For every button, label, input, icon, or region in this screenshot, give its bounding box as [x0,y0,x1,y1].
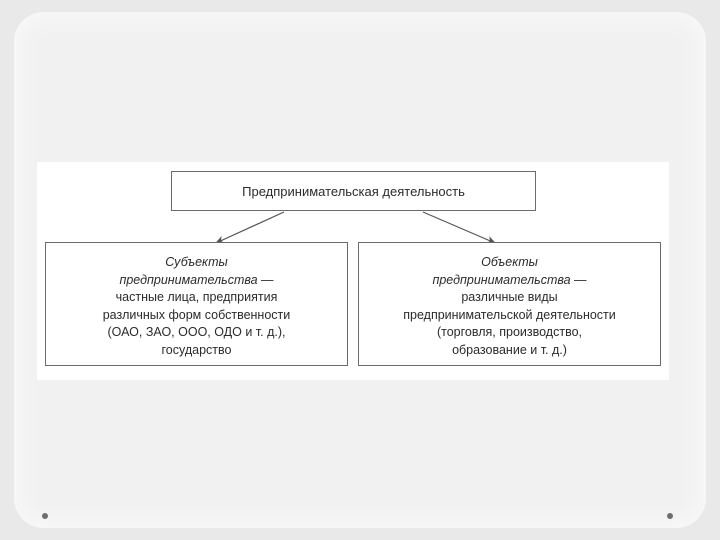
diagram-figure [37,162,669,380]
subjects-title: Субъекты [165,255,228,269]
objects-line-5: (торговля, производство, [436,325,582,339]
bullet-dot-left [42,513,48,519]
entrepreneurship-box [171,171,536,211]
objects-box [358,242,661,366]
subjects-line-4: различных форм собственности [102,307,291,322]
entrepreneurship-label: Предпринимательская деятельность [242,183,465,199]
arrow-to-subjects [216,212,284,243]
objects-subtitle: предпринимательства [432,272,571,287]
subjects-dash: — [257,272,274,287]
subjects-line-3: частные лица, предприятия [115,290,278,304]
objects-line-3: различные виды [461,290,558,304]
objects-title: Объекты [481,255,538,269]
objects-dash: — [570,272,587,287]
bullet-dot-right [667,513,673,519]
subjects-line-6: государство [161,342,232,357]
objects-line-4: предпринимательской деятельности [403,307,616,322]
subjects-subtitle: предпринимательства [119,272,258,287]
arrow-to-objects [423,212,495,243]
subjects-box [45,242,348,366]
subjects-line-5: (ОАО, ЗАО, ООО, ОДО и т. д.), [107,325,286,339]
objects-line-6: образование и т. д.) [452,342,567,357]
